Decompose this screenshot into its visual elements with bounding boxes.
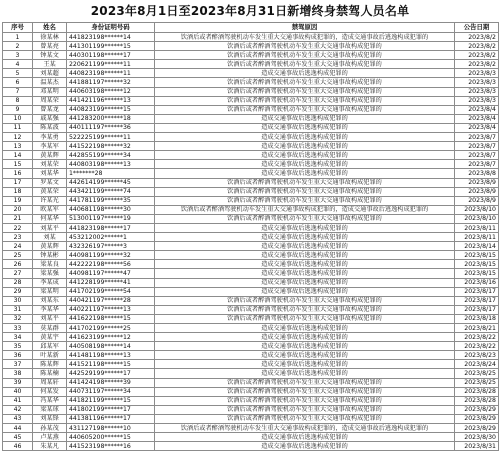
cell-id: 443421199******74 — [67, 187, 155, 196]
cell-no: 32 — [3, 314, 33, 323]
cell-reason: 造成交通事故后逃逸构成犯罪的 — [155, 160, 455, 169]
cell-name: 刘某华 — [33, 169, 67, 178]
cell-reason: 造成交通事故后逃逸构成犯罪的 — [155, 142, 455, 151]
cell-name: 邱某军 — [33, 342, 67, 351]
table-row — [3, 87, 499, 96]
table-row — [3, 160, 499, 169]
cell-date: 2023/8/7 — [455, 151, 499, 160]
cell-name: 梁某明 — [33, 287, 67, 296]
cell-no: 37 — [3, 360, 33, 369]
cell-id: 441823198******17 — [67, 223, 155, 232]
cell-date: 2023/8/28 — [455, 396, 499, 405]
table-row — [3, 69, 499, 78]
cell-date: 2023/8/4 — [455, 123, 499, 132]
table-row — [3, 378, 499, 387]
cell-id: 440823198******11 — [67, 69, 155, 78]
cell-id: 431127198******10 — [67, 424, 155, 433]
table-header-row — [3, 23, 499, 33]
cell-name: 曾某亮 — [33, 42, 67, 51]
cell-id: 442529199******17 — [67, 369, 155, 378]
table-row — [3, 424, 499, 433]
cell-id: 1*******28 — [67, 169, 155, 178]
cell-date: 2023/8/16 — [455, 278, 499, 287]
cell-date: 2023/8/2 — [455, 60, 499, 69]
cell-date: 2023/8/24 — [455, 360, 499, 369]
column-header-reason: 禁驾原因 — [155, 23, 455, 33]
table-row — [3, 396, 499, 405]
table-row — [3, 105, 499, 114]
cell-reason: 造成交通事故后逃逸构成犯罪的 — [155, 287, 455, 296]
table-row — [3, 233, 499, 242]
cell-date: 2023/8/29 — [455, 424, 499, 433]
cell-no: 26 — [3, 260, 33, 269]
cell-date: 2023/8/21 — [455, 324, 499, 333]
cell-no: 27 — [3, 269, 33, 278]
cell-id: 522225199******11 — [67, 133, 155, 142]
cell-date: 2023/8/18 — [455, 314, 499, 323]
cell-reason: 造成交通事故后逃逸构成犯罪的 — [155, 433, 455, 442]
cell-reason: 饮酒后或者醉酒驾驶机动车发生重大交通事故构成犯罪的 — [155, 214, 455, 223]
cell-reason: 饮酒后或者醉酒驾驶机动车发生重大交通事故构成犯罪的 — [155, 314, 455, 323]
table-row — [3, 214, 499, 223]
cell-reason: 造成交通事故后逃逸构成犯罪的 — [155, 269, 455, 278]
column-header-no: 序号 — [3, 23, 33, 33]
cell-reason: 造成交通事故后逃逸构成犯罪的 — [155, 260, 455, 269]
cell-name: 邓某明 — [33, 87, 67, 96]
cell-date: 2023/8/7 — [455, 160, 499, 169]
cell-date: 2023/8/11 — [455, 223, 499, 232]
cell-id: 220621199******11 — [67, 60, 155, 69]
cell-name: 何某发 — [33, 387, 67, 396]
cell-date: 2023/8/8 — [455, 169, 499, 178]
cell-id: 441781199******35 — [67, 196, 155, 205]
cell-no: 24 — [3, 242, 33, 251]
cell-date: 2023/8/7 — [455, 133, 499, 142]
cell-date: 2023/8/25 — [455, 378, 499, 387]
cell-id: 441424198******39 — [67, 378, 155, 387]
cell-name: 莫某群 — [33, 324, 67, 333]
cell-reason: 造成交通事故后逃逸构成犯罪的 — [155, 333, 455, 342]
cell-reason: 饮酒后或者醉酒驾驶机动车发生重大交通事故构成犯罪的 — [155, 87, 455, 96]
cell-date: 2023/8/30 — [455, 433, 499, 442]
cell-reason: 饮酒后或者醉酒驾驶机动车发生重大交通事故构成犯罪的 — [155, 187, 455, 196]
cell-date: 2023/8/9 — [455, 178, 499, 187]
table-row — [3, 60, 499, 69]
cell-no: 33 — [3, 324, 33, 333]
cell-name: 孙某茂 — [33, 424, 67, 433]
table-row — [3, 42, 499, 51]
cell-no: 45 — [3, 433, 33, 442]
cell-reason: 饮酒后或者醉酒驾驶机动车发生重大交通事故构成犯罪的 — [155, 305, 455, 314]
cell-name: 钟某文 — [33, 51, 67, 60]
table-row — [3, 251, 499, 260]
cell-name: 李某华 — [33, 305, 67, 314]
cell-no: 39 — [3, 378, 33, 387]
cell-name: 刘某锋 — [33, 414, 67, 423]
cell-no: 4 — [3, 60, 33, 69]
cell-no: 34 — [3, 333, 33, 342]
cell-id: 441301199******15 — [67, 42, 155, 51]
cell-id: 441823198******14 — [67, 33, 155, 42]
cell-name: 梁某良 — [33, 260, 67, 269]
table-row — [3, 324, 499, 333]
cell-date: 2023/8/25 — [455, 369, 499, 378]
cell-name: 戚某强 — [33, 114, 67, 123]
cell-date: 2023/8/15 — [455, 251, 499, 260]
cell-reason: 饮酒后或者醉酒驾驶机动车发生重大交通事故构成犯罪的 — [155, 196, 455, 205]
cell-date: 2023/8/17 — [455, 305, 499, 314]
cell-name: 冯某华 — [33, 396, 67, 405]
cell-id: 432326197******3 — [67, 242, 155, 251]
table-row — [3, 314, 499, 323]
cell-reason: 饮酒后或者醉酒驾驶机动车发生重大交通事故构成犯罪的 — [155, 296, 455, 305]
cell-no: 16 — [3, 169, 33, 178]
cell-no: 18 — [3, 187, 33, 196]
cell-no: 6 — [3, 78, 33, 87]
cell-date: 2023/8/15 — [455, 269, 499, 278]
cell-name: 刘某平 — [33, 223, 67, 232]
table-row — [3, 433, 499, 442]
cell-name: 钟某彬 — [33, 251, 67, 260]
table-row — [3, 360, 499, 369]
cell-id: 453212002******1 — [67, 233, 155, 242]
cell-reason: 造成交通事故后逃逸构成犯罪的 — [155, 151, 455, 160]
table-row — [3, 51, 499, 60]
cell-no: 36 — [3, 351, 33, 360]
cell-name: 刘某荣 — [33, 160, 67, 169]
cell-no: 41 — [3, 396, 33, 405]
cell-reason: 造成交通事故后逃逸构成犯罪的 — [155, 69, 455, 78]
cell-date: 2023/8/2 — [455, 42, 499, 51]
table-row — [3, 178, 499, 187]
cell-id: 440301198******17 — [67, 51, 155, 60]
cell-name: 朱某凡 — [33, 442, 67, 451]
cell-reason: 饮酒后或者醉酒驾驶机动车发生重大交通事故构成犯罪的 — [155, 105, 455, 114]
cell-name: 陈某辉 — [33, 360, 67, 369]
cell-id: 441802199******17 — [67, 405, 155, 414]
cell-id: 440981197******47 — [67, 269, 155, 278]
cell-id: 441623199******12 — [67, 333, 155, 342]
cell-name: 刘某 — [33, 233, 67, 242]
cell-name: 徐某林 — [33, 33, 67, 42]
cell-reason: 造成交通事故后逃逸构成犯罪的 — [155, 324, 455, 333]
cell-id: 442222198******56 — [67, 260, 155, 269]
table-row — [3, 151, 499, 160]
table-row — [3, 414, 499, 423]
cell-date: 2023/8/29 — [455, 405, 499, 414]
cell-reason: 饮酒后或者醉酒驾驶机动车发生重大交通事故构成犯罪的 — [155, 96, 455, 105]
cell-name: 温某杰 — [33, 78, 67, 87]
table-row — [3, 205, 499, 214]
cell-reason: 饮酒后或者醉酒驾驶机动车发生重大交通事故构成犯罪的，造成交通事故后逃逸构成犯罪的 — [155, 205, 455, 214]
cell-name: 欧某军 — [33, 205, 67, 214]
cell-reason: 饮酒后或者醉酒驾驶机动车发生重大交通事故构成犯罪的 — [155, 414, 455, 423]
table-row — [3, 242, 499, 251]
cell-reason: 造成交通事故后逃逸构成犯罪的 — [155, 251, 455, 260]
cell-id: 441283200******18 — [67, 114, 155, 123]
cell-id: 441381196******17 — [67, 414, 155, 423]
cell-reason: 造成交通事故后逃逸构成犯罪的 — [155, 360, 455, 369]
cell-no: 43 — [3, 414, 33, 423]
cell-reason: 造成交通事故后逃逸构成犯罪的 — [155, 342, 455, 351]
cell-name: 刘某东 — [33, 296, 67, 305]
cell-date: 2023/8/14 — [455, 242, 499, 251]
cell-id: 441421196******13 — [67, 96, 155, 105]
table-row — [3, 223, 499, 232]
cell-name: 周某荣 — [33, 96, 67, 105]
cell-no: 3 — [3, 51, 33, 60]
cell-no: 7 — [3, 87, 33, 96]
cell-id: 441702199******54 — [67, 287, 155, 296]
table-row — [3, 405, 499, 414]
cell-no: 46 — [3, 442, 33, 451]
table-row — [3, 123, 499, 132]
cell-id: 441522198******32 — [67, 142, 155, 151]
table-row — [3, 33, 499, 42]
cell-id: 440731197******34 — [67, 387, 155, 396]
cell-reason: 造成交通事故后逃逸构成犯罪的 — [155, 223, 455, 232]
table-row — [3, 342, 499, 351]
cell-reason: 造成交通事故后逃逸构成犯罪的 — [155, 351, 455, 360]
cell-date: 2023/8/23 — [455, 351, 499, 360]
cell-no: 30 — [3, 296, 33, 305]
banned-drivers-table — [2, 22, 499, 451]
table-row — [3, 387, 499, 396]
cell-name: 黄某荣 — [33, 187, 67, 196]
cell-id: 442614199******45 — [67, 178, 155, 187]
cell-no: 9 — [3, 105, 33, 114]
cell-reason: 饮酒后或者醉酒驾驶机动车发生重大交通事故构成犯罪的 — [155, 51, 455, 60]
cell-no: 19 — [3, 196, 33, 205]
cell-date: 2023/8/4 — [455, 114, 499, 123]
cell-reason: 造成交通事故后逃逸构成犯罪的 — [155, 133, 455, 142]
cell-name: 梁某强 — [33, 269, 67, 278]
cell-date: 2023/8/3 — [455, 87, 499, 96]
table-row — [3, 78, 499, 87]
cell-reason: 饮酒后或者醉酒驾驶机动车发生重大交通事故构成犯罪的 — [155, 60, 455, 69]
cell-name: 罗某文 — [33, 178, 67, 187]
cell-reason: 造成交通事故后逃逸构成犯罪的 — [155, 278, 455, 287]
cell-no: 8 — [3, 96, 33, 105]
column-header-name: 姓名 — [33, 23, 67, 33]
cell-id: 441521198******15 — [67, 360, 155, 369]
cell-id: 440823199******15 — [67, 105, 155, 114]
cell-reason: 造成交通事故后逃逸构成犯罪的 — [155, 233, 455, 242]
table-row — [3, 305, 499, 314]
cell-name: 许某光 — [33, 196, 67, 205]
table-row — [3, 333, 499, 342]
cell-date: 2023/8/29 — [455, 414, 499, 423]
cell-name: 黄某辉 — [33, 242, 67, 251]
cell-reason: 饮酒后或者醉酒驾驶机动车发生重大交通事故构成犯罪的 — [155, 387, 455, 396]
cell-date: 2023/8/10 — [455, 205, 499, 214]
table-row — [3, 296, 499, 305]
cell-name: 卢某燕 — [33, 433, 67, 442]
cell-name: 王某 — [33, 60, 67, 69]
cell-date: 2023/8/7 — [455, 142, 499, 151]
cell-name: 曾某龙 — [33, 105, 67, 114]
cell-no: 5 — [3, 69, 33, 78]
page-title: 2023年8月1日至2023年8月31日新增终身禁驾人员名单 — [90, 4, 410, 18]
table-row — [3, 96, 499, 105]
cell-no: 15 — [3, 160, 33, 169]
cell-name: 黄某辉 — [33, 151, 67, 160]
cell-date: 2023/8/17 — [455, 287, 499, 296]
cell-id: 441523198******16 — [67, 442, 155, 451]
cell-no: 21 — [3, 214, 33, 223]
cell-reason: 造成交通事故后逃逸构成犯罪的 — [155, 123, 455, 132]
cell-name: 李某成 — [33, 278, 67, 287]
cell-name: 陈某楠 — [33, 369, 67, 378]
cell-date: 2023/8/10 — [455, 214, 499, 223]
cell-no: 28 — [3, 278, 33, 287]
table-row — [3, 260, 499, 269]
cell-no: 11 — [3, 123, 33, 132]
cell-name: 刘某超 — [33, 69, 67, 78]
cell-date: 2023/8/3 — [455, 69, 499, 78]
cell-no: 14 — [3, 151, 33, 160]
cell-reason: 饮酒后或者醉酒驾驶机动车发生重大交通事故构成犯罪的 — [155, 396, 455, 405]
cell-no: 31 — [3, 305, 33, 314]
cell-id: 442855199******34 — [67, 151, 155, 160]
cell-name: 何某华 — [33, 214, 67, 223]
cell-no: 13 — [3, 142, 33, 151]
cell-no: 22 — [3, 223, 33, 232]
table-row — [3, 351, 499, 360]
cell-no: 12 — [3, 133, 33, 142]
cell-no: 44 — [3, 424, 33, 433]
cell-reason: 饮酒后或者醉酒驾驶机动车发生重大交通事故构成犯罪的，造成交通事故后逃逸构成犯罪的 — [155, 33, 455, 42]
table-row — [3, 169, 499, 178]
cell-name: 李某军 — [33, 142, 67, 151]
cell-no: 23 — [3, 233, 33, 242]
cell-reason: 饮酒后或者醉酒驾驶机动车发生重大交通事故构成犯罪的 — [155, 405, 455, 414]
table-row — [3, 114, 499, 123]
cell-no: 40 — [3, 387, 33, 396]
cell-reason: 饮酒后或者醉酒驾驶机动车发生重大交通事故构成犯罪的 — [155, 378, 455, 387]
cell-date: 2023/8/11 — [455, 233, 499, 242]
cell-name: 叶某新 — [33, 351, 67, 360]
cell-id: 441622198******15 — [67, 314, 155, 323]
cell-reason: 造成交通事故后逃逸构成犯罪的 — [155, 114, 455, 123]
cell-no: 42 — [3, 405, 33, 414]
cell-id: 440603198******12 — [67, 87, 155, 96]
cell-reason: 造成交通事故后逃逸构成犯罪的 — [155, 369, 455, 378]
cell-name: 李某勇 — [33, 133, 67, 142]
cell-date: 2023/8/31 — [455, 442, 499, 451]
cell-id: 441481198******13 — [67, 351, 155, 360]
cell-date: 2023/8/3 — [455, 78, 499, 87]
cell-no: 2 — [3, 42, 33, 51]
cell-no: 29 — [3, 287, 33, 296]
cell-id: 440605200******15 — [67, 433, 155, 442]
cell-reason: 饮酒后或者醉酒驾驶机动车发生重大交通事故构成犯罪的 — [155, 78, 455, 87]
cell-name: 刘某平 — [33, 314, 67, 323]
cell-reason: 饮酒后或者醉酒驾驶机动车发生重大交通事故构成犯罪的，造成交通事故后逃逸构成犯罪的 — [155, 424, 455, 433]
cell-no: 25 — [3, 251, 33, 260]
cell-date: 2023/8/2 — [455, 51, 499, 60]
cell-id: 440681198******30 — [67, 205, 155, 214]
cell-reason: 造成交通事故后逃逸构成犯罪的 — [155, 169, 455, 178]
cell-no: 20 — [3, 205, 33, 214]
cell-date: 2023/8/2 — [455, 33, 499, 42]
table-row — [3, 442, 499, 451]
table-row — [3, 269, 499, 278]
cell-no: 1 — [3, 33, 33, 42]
cell-reason: 造成交通事故后逃逸构成犯罪的 — [155, 242, 455, 251]
cell-date: 2023/8/15 — [455, 260, 499, 269]
cell-reason: 饮酒后或者醉酒驾驶机动车发生重大交通事故构成犯罪的 — [155, 42, 455, 51]
cell-id: 441881197******32 — [67, 78, 155, 87]
cell-date: 2023/8/9 — [455, 187, 499, 196]
cell-name: 梁某球 — [33, 405, 67, 414]
cell-no: 10 — [3, 114, 33, 123]
table-row — [3, 142, 499, 151]
cell-id: 440508198******14 — [67, 342, 155, 351]
cell-id: 441821199******15 — [67, 396, 155, 405]
table-row — [3, 187, 499, 196]
table-row — [3, 287, 499, 296]
cell-name: 周某轩 — [33, 378, 67, 387]
column-header-id: 身份证明号码 — [67, 23, 155, 33]
table-row — [3, 278, 499, 287]
cell-no: 38 — [3, 369, 33, 378]
table-body — [3, 33, 499, 451]
cell-id: 440803198******13 — [67, 160, 155, 169]
cell-date: 2023/8/22 — [455, 342, 499, 351]
table-row — [3, 133, 499, 142]
cell-id: 513001197******19 — [67, 214, 155, 223]
cell-name: 黄某宇 — [33, 333, 67, 342]
cell-date: 2023/8/28 — [455, 387, 499, 396]
column-header-date: 公告日期 — [455, 23, 499, 33]
cell-date: 2023/8/17 — [455, 296, 499, 305]
cell-no: 35 — [3, 342, 33, 351]
cell-date: 2023/8/4 — [455, 105, 499, 114]
cell-reason: 饮酒后或者醉酒驾驶机动车发生重大交通事故构成犯罪的 — [155, 178, 455, 187]
cell-date: 2023/8/9 — [455, 196, 499, 205]
cell-id: 440111197******36 — [67, 123, 155, 132]
cell-date: 2023/8/22 — [455, 333, 499, 342]
cell-date: 2023/8/3 — [455, 96, 499, 105]
cell-id: 441702199******25 — [67, 324, 155, 333]
cell-name: 陈某波 — [33, 123, 67, 132]
table-row — [3, 196, 499, 205]
table-row — [3, 369, 499, 378]
cell-reason: 造成交通事故后逃逸构成犯罪的 — [155, 442, 455, 451]
cell-id: 441228199******41 — [67, 278, 155, 287]
cell-id: 440981199******32 — [67, 251, 155, 260]
cell-id: 440221197******13 — [67, 305, 155, 314]
cell-id: 440421197******28 — [67, 296, 155, 305]
cell-no: 17 — [3, 178, 33, 187]
